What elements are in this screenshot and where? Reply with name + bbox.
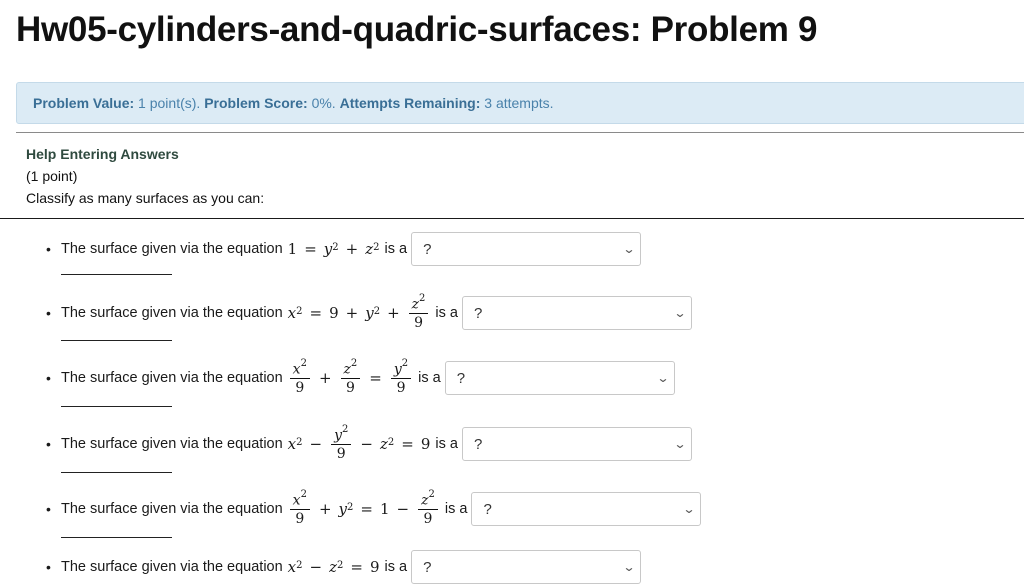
surface-type-select[interactable]: [411, 232, 641, 266]
bullet: •: [46, 305, 51, 321]
equation: x $^2$ − $\frac{y^2}{9}$ − z $^2$ = 9: [287, 423, 431, 463]
surface-type-select[interactable]: [411, 550, 641, 584]
answer-line: [61, 274, 172, 275]
select-value: ?: [473, 435, 483, 453]
surface-type-select[interactable]: [462, 427, 692, 461]
answer-line: [61, 406, 172, 407]
chevron-down-icon: ⌄: [622, 242, 636, 256]
surface-type-select[interactable]: [445, 361, 675, 395]
problem-info-banner: [16, 82, 1024, 124]
problem-score: 0%.: [311, 95, 336, 111]
chevron-down-icon: ⌄: [673, 306, 687, 320]
surface-type-select[interactable]: [471, 492, 701, 526]
question-prefix: The surface given via the equation: [61, 241, 283, 257]
question-prefix: The surface given via the equation: [61, 305, 283, 321]
select-value: ?: [423, 558, 432, 576]
bullet: •: [46, 241, 51, 257]
chevron-down-icon: ⌄: [656, 371, 670, 385]
bullet: •: [46, 559, 51, 575]
is-a-label: is a: [444, 501, 468, 517]
instructions-text: Classify as many surfaces as you can:: [26, 190, 265, 206]
is-a-label: is a: [384, 559, 408, 575]
problem-value: 1 point(s).: [138, 95, 201, 111]
page-title: Hw05-cylinders-and-quadric-surfaces: Problem 9: [16, 10, 818, 49]
equation: x $^2$ − z $^2$ = 9: [287, 558, 380, 576]
points-label: (1 point): [26, 168, 78, 184]
question-prefix: The surface given via the equation: [61, 559, 283, 575]
problem-value-label: Problem Value:: [33, 95, 135, 111]
chevron-down-icon: ⌄: [673, 437, 687, 451]
bullet: •: [46, 436, 51, 452]
answer-line: [61, 340, 172, 341]
question-prefix: The surface given via the equation: [61, 436, 283, 452]
chevron-down-icon: ⌄: [622, 560, 636, 574]
attempts-remaining-label: Attempts Remaining:: [339, 95, 481, 111]
divider: [0, 218, 1024, 219]
question-prefix: The surface given via the equation: [61, 370, 283, 386]
select-value: ?: [474, 304, 483, 322]
help-entering-answers-link[interactable]: Help Entering Answers: [26, 146, 179, 162]
select-value: ?: [456, 369, 466, 387]
select-value: ?: [483, 500, 492, 518]
equation: x $^2$ = 9 + y $^2$ + $\frac{z^2}{9}$: [288, 296, 431, 331]
is-a-label: is a: [384, 241, 408, 257]
equation: $\frac{x^2}{9}$ + $\frac{z^2}{9}$ = $\frac{y^2}{9}$: [288, 361, 414, 396]
answer-line: [61, 472, 172, 473]
select-value: ?: [423, 240, 432, 258]
chevron-down-icon: ⌄: [682, 502, 696, 516]
bullet: •: [46, 501, 51, 517]
is-a-label: is a: [435, 305, 458, 321]
equation: 1 = y $^2$ + z $^2$: [287, 240, 380, 258]
bullet: •: [46, 370, 51, 386]
is-a-label: is a: [418, 370, 441, 386]
is-a-label: is a: [435, 436, 458, 452]
problem-score-label: Problem Score:: [204, 95, 308, 111]
surface-type-select[interactable]: [462, 296, 692, 330]
attempts-remaining: 3 attempts.: [484, 95, 554, 111]
question-prefix: The surface given via the equation: [61, 501, 283, 517]
divider: [16, 132, 1024, 133]
equation: $\frac{x^2}{9}$ + y $^2$ = 1 − $\frac{z^2}{9}$: [288, 492, 440, 527]
answer-line: [61, 537, 172, 538]
